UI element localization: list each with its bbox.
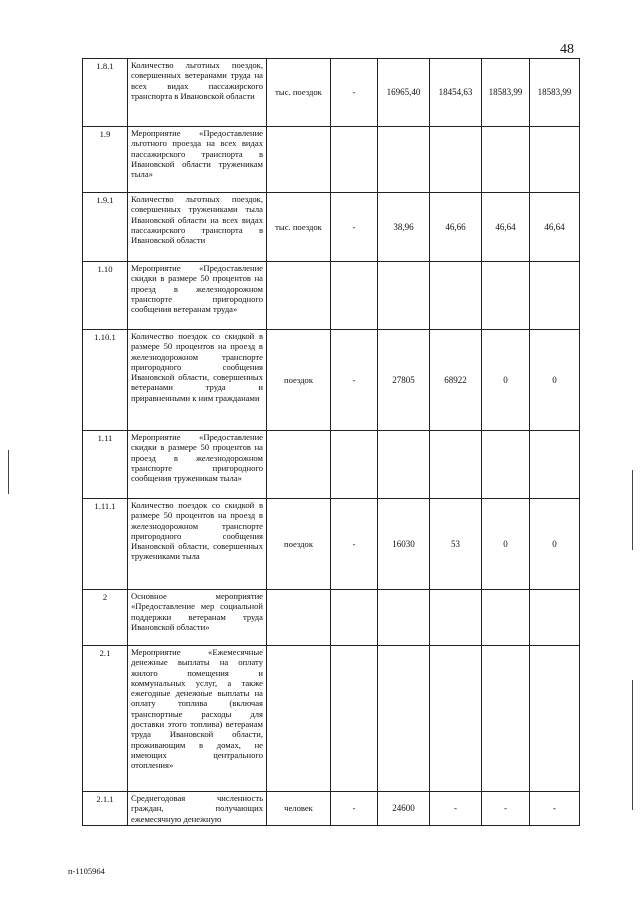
row-value-4 [530,431,580,499]
row-value-3 [482,262,530,330]
table-row [83,792,580,826]
row-value-3 [482,431,530,499]
row-value-1 [378,646,430,792]
row-value-4: 0 [530,499,580,590]
row-value-4: 0 [530,330,580,431]
row-base-value: - [331,792,378,826]
row-name: Количество льготных поездок, совершенных тружениками тыла Ивановской области на всех видах пассажирского транспорта в Ивановской области [128,193,267,262]
row-value-3: 18583,99 [482,59,530,127]
row-value-1 [378,590,430,646]
row-value-1 [378,262,430,330]
row-value-3 [482,646,530,792]
row-base-value [331,262,378,330]
row-name: Мероприятие «Ежемесячные денежные выплаты на оплату жилого помещения и коммунальных услуг, а также ежегодные денежные выплаты на оплату топлива (включая транспортные расходы для доставки этого топлива) ветеранам труда Ивановской области, проживающим в домах, не имеющих центрального отопления» [128,646,267,792]
row-base-value [331,646,378,792]
row-unit [267,646,331,792]
row-number: 2.1.1 [83,792,128,826]
row-value-2: 46,66 [430,193,482,262]
row-base-value: - [331,330,378,431]
row-base-value [331,590,378,646]
row-value-3: - [482,792,530,826]
row-name: Количество льготных поездок, совершенных ветеранами труда на всех видах пассажирского транспорта в Ивановской области [128,59,267,127]
row-unit: человек [267,792,331,826]
table-row [83,59,580,127]
row-number: 1.10 [83,262,128,330]
row-base-value [331,431,378,499]
row-base-value [331,127,378,193]
row-unit: тыс. поездок [267,193,331,262]
scan-mark [8,450,9,494]
table-row [83,499,580,590]
row-name: Количество поездок со скидкой в размере 50 процентов на проезд в железнодорожном транспорте пригородного сообщения Ивановской области, совершенных тружениками тыла [128,499,267,590]
row-value-1: 38,96 [378,193,430,262]
row-value-2: 53 [430,499,482,590]
row-name: Основное мероприятие «Предоставление мер социальной поддержки ветеранам труда Ивановской области» [128,590,267,646]
table-row [83,431,580,499]
row-value-1: 16030 [378,499,430,590]
row-value-1: 24600 [378,792,430,826]
row-value-2: 18454,63 [430,59,482,127]
row-unit: поездок [267,499,331,590]
row-value-3: 46,64 [482,193,530,262]
table-row [83,127,580,193]
table-row [83,646,580,792]
row-unit [267,262,331,330]
row-value-4 [530,127,580,193]
footer-code: п-1105964 [68,866,105,876]
table-row [83,193,580,262]
row-base-value: - [331,499,378,590]
row-value-2 [430,262,482,330]
row-value-4 [530,590,580,646]
row-number: 1.9.1 [83,193,128,262]
row-number: 1.10.1 [83,330,128,431]
row-value-4: 18583,99 [530,59,580,127]
table-row [83,330,580,431]
page-number: 48 [560,42,574,57]
row-base-value: - [331,193,378,262]
row-value-4 [530,646,580,792]
row-value-2 [430,431,482,499]
row-unit [267,127,331,193]
row-value-1 [378,431,430,499]
row-name: Среднегодовая численность граждан, получающих ежемесячную денежную [128,792,267,826]
row-name: Мероприятие «Предоставление скидки в размере 50 процентов на проезд в железнодорожном транспорте пригородного сообщения ветеранам труда» [128,262,267,330]
row-value-2: - [430,792,482,826]
row-unit: поездок [267,330,331,431]
row-value-4: - [530,792,580,826]
row-number: 2 [83,590,128,646]
row-value-2 [430,646,482,792]
table-row [83,262,580,330]
row-value-2: 68922 [430,330,482,431]
row-name: Мероприятие «Предоставление льготного проезда на всех видах пассажирского транспорта в Ивановской области труженикам тыла» [128,127,267,193]
row-value-1: 16965,40 [378,59,430,127]
row-value-4: 46,64 [530,193,580,262]
row-name: Мероприятие «Предоставление скидки в размере 50 процентов на проезд в железнодорожном транспорте пригородного сообщения труженикам тыла» [128,431,267,499]
row-number: 1.11.1 [83,499,128,590]
row-value-1 [378,127,430,193]
row-unit [267,431,331,499]
row-number: 1.8.1 [83,59,128,127]
row-value-3 [482,590,530,646]
scan-mark [632,680,633,810]
row-base-value: - [331,59,378,127]
row-unit: тыс. поездок [267,59,331,127]
row-value-1: 27805 [378,330,430,431]
row-number: 2.1 [83,646,128,792]
row-number: 1.9 [83,127,128,193]
row-value-4 [530,262,580,330]
table-row [83,590,580,646]
row-name: Количество поездок со скидкой в размере 50 процентов на проезд в железнодорожном транспорте пригородного сообщения Ивановской области, совершенных ветеранами труда и приравненными к ним гражданами [128,330,267,431]
row-value-3: 0 [482,330,530,431]
row-unit [267,590,331,646]
row-value-2 [430,590,482,646]
scan-mark [632,470,633,550]
row-number: 1.11 [83,431,128,499]
row-value-3: 0 [482,499,530,590]
row-value-2 [430,127,482,193]
indicators-table [82,58,580,826]
row-value-3 [482,127,530,193]
